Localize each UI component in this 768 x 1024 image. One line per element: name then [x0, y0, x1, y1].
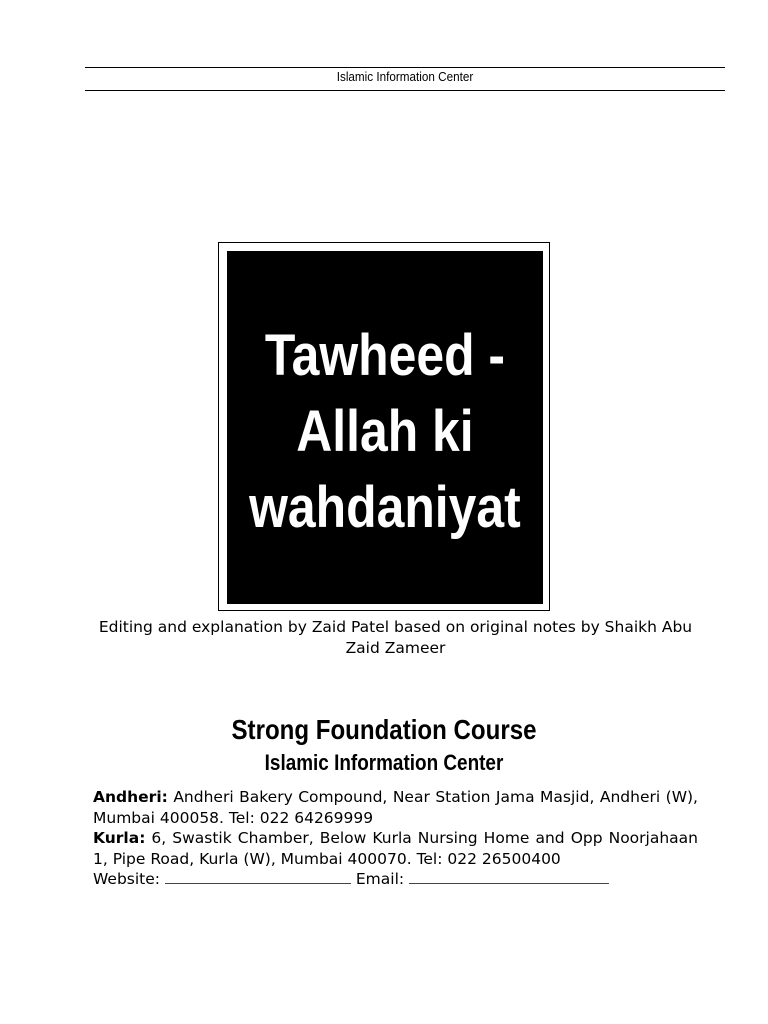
address-label: Andheri: — [93, 788, 168, 806]
byline: Editing and explanation by Zaid Patel based on original notes by Shaikh Abu Zaid Zameer — [98, 618, 693, 657]
address-kurla — [93, 828, 698, 869]
course-title: Strong Foundation Course — [231, 714, 537, 745]
email-label: Email: — [355, 870, 405, 888]
address-block — [93, 787, 698, 890]
cover-image — [227, 251, 543, 604]
cover-title — [249, 318, 521, 546]
contact-line — [93, 869, 698, 890]
website-label: Website: — [93, 870, 161, 888]
website-field-blank — [165, 869, 351, 884]
header-bottom-rule — [85, 90, 725, 91]
cover-title-line-1: Tawheed - — [264, 322, 506, 388]
cover-title-line-3: wahdaniyat — [249, 474, 521, 540]
running-header: Islamic Information Center — [336, 69, 474, 84]
email-field-blank — [409, 869, 609, 884]
address-andheri — [93, 787, 698, 828]
cover-image-frame — [218, 242, 550, 611]
address-text: Andheri Bakery Compound, Near Station Jama Masjid, Andheri (W), Mumbai 400058. Tel: 022 64269999 — [93, 788, 698, 827]
address-label: Kurla: — [93, 829, 146, 847]
header-top-rule — [85, 67, 725, 68]
address-text: 6, Swastik Chamber, Below Kurla Nursing Home and Opp Noorjahaan 1, Pipe Road, Kurla (W), Mumbai 400070. Tel: 022 26500400 — [93, 829, 698, 868]
organization-title: Islamic Information Center — [264, 750, 504, 775]
cover-title-line-2: Allah ki — [296, 398, 474, 464]
